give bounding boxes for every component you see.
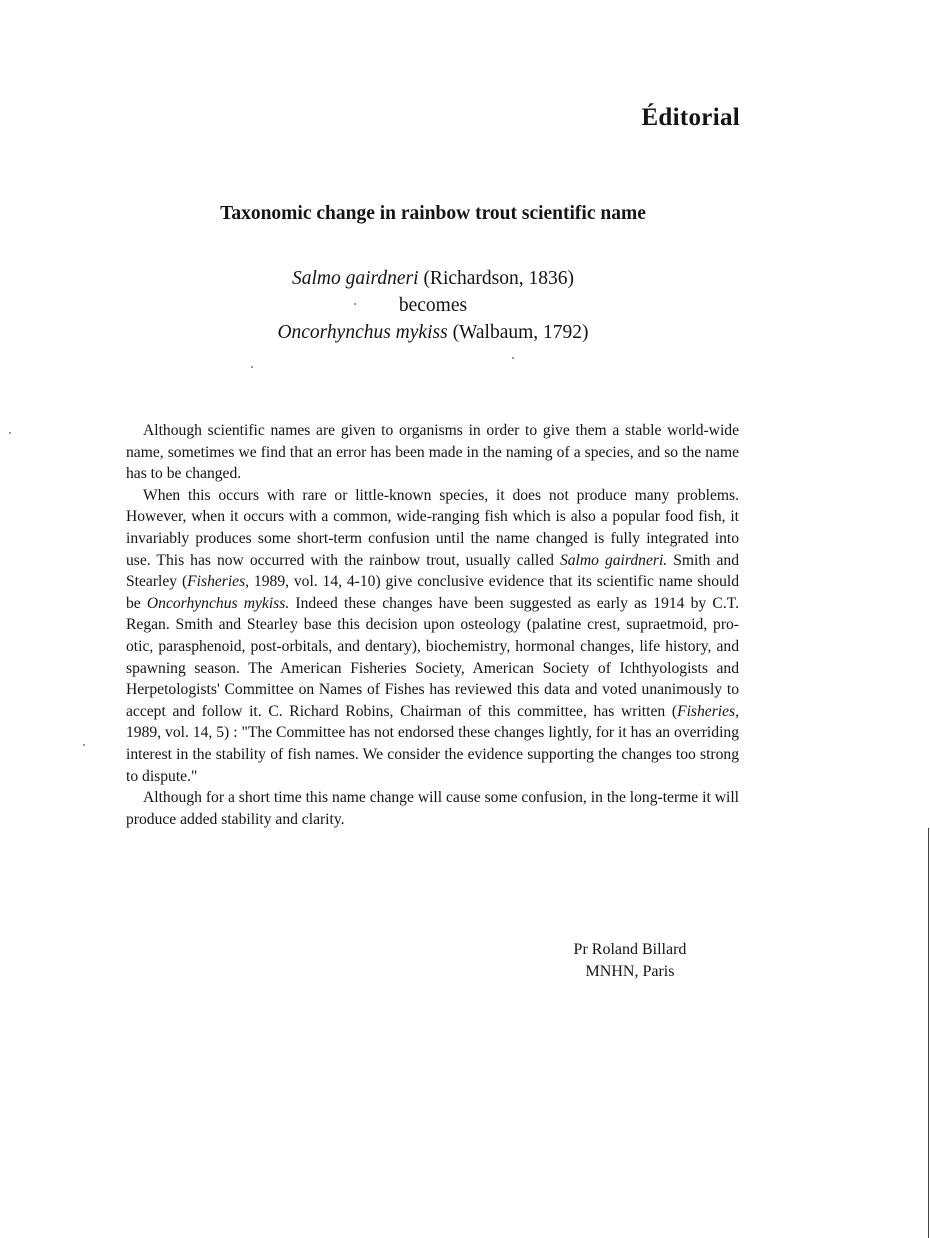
new-species-name: Oncorhynchus mykiss bbox=[277, 322, 448, 343]
scan-speck bbox=[251, 366, 253, 368]
author-name: Pr Roland Billard bbox=[573, 941, 687, 958]
author-affiliation: MNHN, Paris bbox=[585, 963, 675, 980]
paragraph-2 bbox=[126, 485, 739, 787]
scan-edge-line bbox=[928, 828, 929, 1238]
paragraph-segment: When this occurs with rare or little-known species, it does not produce many problems. However, when it occurs with a common, wide-ranging fish which is also a popular food fish, it invariably produces some short-term confusion until the name changed is fully integrated into use. This has now occurred with the rainbow trout, usually called bbox=[126, 486, 739, 569]
journal-name-inline: Fisheries, bbox=[187, 573, 250, 591]
scan-speck bbox=[9, 432, 11, 434]
signature-block bbox=[520, 939, 740, 983]
paragraph-segment: Although scientific names are given to organisms in order to give them a stable world-wide name, sometimes we find that an error has been made in the naming of a species, and so the name has to be changed. bbox=[126, 422, 739, 483]
paragraph-segment: 1989, vol. 14, 4-10) give conclusive evidence that its scientific name should be bbox=[126, 573, 739, 612]
species-name-inline: Oncorhynchus mykiss. bbox=[146, 594, 290, 612]
new-name-line bbox=[0, 319, 866, 346]
article-body bbox=[126, 420, 739, 830]
transition-word: becomes bbox=[398, 295, 468, 316]
scan-speck bbox=[354, 303, 356, 305]
article-title: Taxonomic change in rainbow trout scientific name bbox=[220, 203, 646, 224]
species-name-inline: Salmo gairdneri. bbox=[559, 551, 668, 569]
scan-speck bbox=[512, 357, 514, 359]
paragraph-segment: Although for a short time this name change will cause some confusion, in the long-terme it will produce added stability and clarity. bbox=[126, 789, 739, 828]
new-name-authority: (Walbaum, 1792) bbox=[452, 322, 589, 343]
paragraph-segment: Smith and Stearley ( bbox=[126, 551, 739, 591]
name-change-block bbox=[0, 265, 866, 346]
journal-name-inline: Fisheries, bbox=[677, 702, 739, 720]
old-species-name: Salmo gairdneri bbox=[291, 268, 419, 289]
paragraph-segment: 1989, vol. 14, 5) : "The Committee has not endorsed these changes lightly, for it has an overriding interest in the stability of fish names. We consider the evidence supporting the changes too strong to dispute." bbox=[126, 724, 739, 785]
scan-speck bbox=[83, 744, 85, 746]
paragraph-segment: Indeed these changes have been suggested as early as 1914 by C.T. Regan. Smith and Stearley base this decision upon osteology (palatine crest, supraetmoid, pro-otic, parasphenoid, post-orbitals, and dentary), biochemistry, hormonal changes, life history, and spawning season. The American Fisheries Society, American Society of Ichthyologists and Herpetologists' Committee on Names of Fishes has reviewed this data and voted unanimously to accept and follow it. C. Richard Robins, Chairman of this committee, has written ( bbox=[126, 594, 739, 720]
paragraph-3 bbox=[126, 787, 739, 830]
old-name-line bbox=[0, 265, 866, 292]
old-name-authority: (Richardson, 1836) bbox=[423, 268, 574, 289]
section-header: Éditorial bbox=[641, 104, 740, 131]
paragraph-1 bbox=[126, 420, 739, 485]
